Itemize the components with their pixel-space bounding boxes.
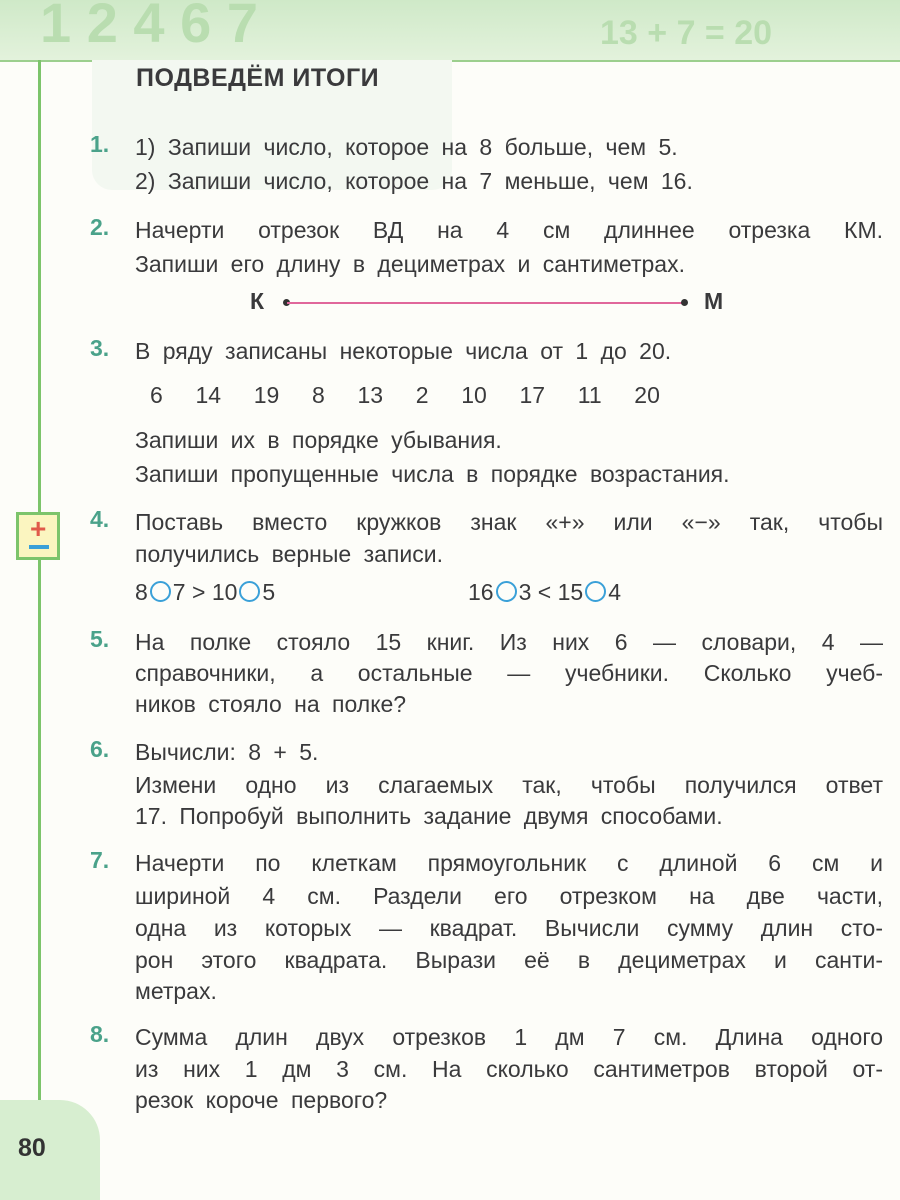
task-text: одна из которых — квадрат. Вычисли сумму длин сто- bbox=[135, 915, 883, 941]
operand: 3 bbox=[518, 579, 532, 605]
task-text: Вычисли: 8 + 5. bbox=[135, 739, 319, 765]
blank-circle[interactable] bbox=[150, 581, 171, 602]
task-number: 8. bbox=[90, 1021, 110, 1047]
task-number: 6. bbox=[90, 736, 110, 762]
operand: 7 bbox=[172, 579, 186, 605]
segment-point bbox=[681, 299, 688, 306]
header-decoration: 1 2 4 6 7 13 + 7 = 20 bbox=[0, 0, 900, 62]
plus-minus-icon: + bbox=[16, 512, 60, 560]
number: 11 bbox=[577, 382, 602, 408]
task-text: Начерти отрезок ВД на 4 см длиннее отрезка КМ. bbox=[135, 217, 883, 243]
number: 8 bbox=[312, 382, 325, 408]
page-title: ПОДВЕДЁМ ИТОГИ bbox=[136, 64, 380, 92]
task-text: Сумма длин двух отрезков 1 дм 7 см. Длина одного bbox=[135, 1024, 883, 1050]
number: 17 bbox=[519, 382, 546, 408]
blank-circle[interactable] bbox=[496, 581, 517, 602]
task-text: В ряду записаны некоторые числа от 1 до 20. bbox=[135, 338, 672, 364]
task-text: 2) Запиши число, которое на 7 меньше, чем 16. bbox=[135, 168, 693, 194]
blank-circle[interactable] bbox=[239, 581, 260, 602]
number: 19 bbox=[253, 382, 280, 408]
task-text: 17. Попробуй выполнить задание двумя способами. bbox=[135, 803, 723, 829]
number: 13 bbox=[357, 382, 384, 408]
operand: 5 bbox=[262, 579, 276, 605]
number: 20 bbox=[634, 382, 660, 408]
segment-label-end: М bbox=[704, 288, 724, 314]
task-number: 1. bbox=[90, 131, 110, 157]
task-text: резок короче первого? bbox=[135, 1087, 388, 1113]
task-text: 1) Запиши число, которое на 8 больше, чем 5. bbox=[135, 134, 678, 160]
segment-km bbox=[0, 288, 900, 320]
segment-line bbox=[287, 302, 684, 304]
task-text: справочники, а остальные — учебники. Сколько учеб- bbox=[135, 660, 883, 686]
expression-1 bbox=[135, 576, 435, 608]
task-text: Запиши его длину в дециметрах и сантиметрах. bbox=[135, 251, 685, 277]
task-number: 4. bbox=[90, 506, 110, 532]
task-text: получились верные записи. bbox=[135, 541, 443, 567]
task-text: На полке стояло 15 книг. Из них 6 — словари, 4 — bbox=[135, 629, 883, 655]
page-number: 80 bbox=[18, 1134, 46, 1162]
task-number: 7. bbox=[90, 847, 110, 873]
number: 14 bbox=[195, 382, 222, 408]
blank-circle[interactable] bbox=[585, 581, 606, 602]
task-number: 2. bbox=[90, 214, 110, 240]
number-row bbox=[150, 379, 660, 411]
relation-sign: > bbox=[191, 579, 206, 605]
operand: 16 bbox=[468, 579, 494, 605]
task-number: 5. bbox=[90, 626, 110, 652]
expression-2 bbox=[468, 576, 768, 608]
operand: 4 bbox=[608, 579, 621, 605]
task-text: Поставь вместо кружков знак «+» или «−» так, чтобы bbox=[135, 509, 883, 535]
task-text: метрах. bbox=[135, 978, 217, 1004]
task-text: Измени одно из слагаемых так, чтобы получился ответ bbox=[135, 772, 883, 798]
task-number: 3. bbox=[90, 335, 110, 361]
operand: 15 bbox=[557, 579, 584, 605]
task-text: Запиши пропущенные числа в порядке возрастания. bbox=[135, 461, 730, 487]
task-text: шириной 4 см. Раздели его отрезком на две части, bbox=[135, 883, 883, 909]
number: 10 bbox=[461, 382, 487, 408]
task-text: Начерти по клеткам прямоугольник с длиной 6 см и bbox=[135, 850, 883, 876]
relation-sign: < bbox=[537, 579, 552, 605]
segment-label-start: К bbox=[250, 288, 265, 314]
operand: 8 bbox=[135, 579, 148, 605]
number: 2 bbox=[415, 382, 429, 408]
task-text: Запиши их в порядке убывания. bbox=[135, 427, 502, 453]
task-text: ников стояло на полке? bbox=[135, 691, 407, 717]
task-text: из них 1 дм 3 см. На сколько сантиметров второй от- bbox=[135, 1056, 883, 1082]
operand: 10 bbox=[211, 579, 238, 605]
number: 6 bbox=[150, 382, 163, 408]
task-text: рон этого квадрата. Вырази её в дециметрах и санти- bbox=[135, 947, 883, 973]
page-number-tab bbox=[0, 1100, 100, 1200]
margin-line bbox=[38, 60, 41, 1150]
